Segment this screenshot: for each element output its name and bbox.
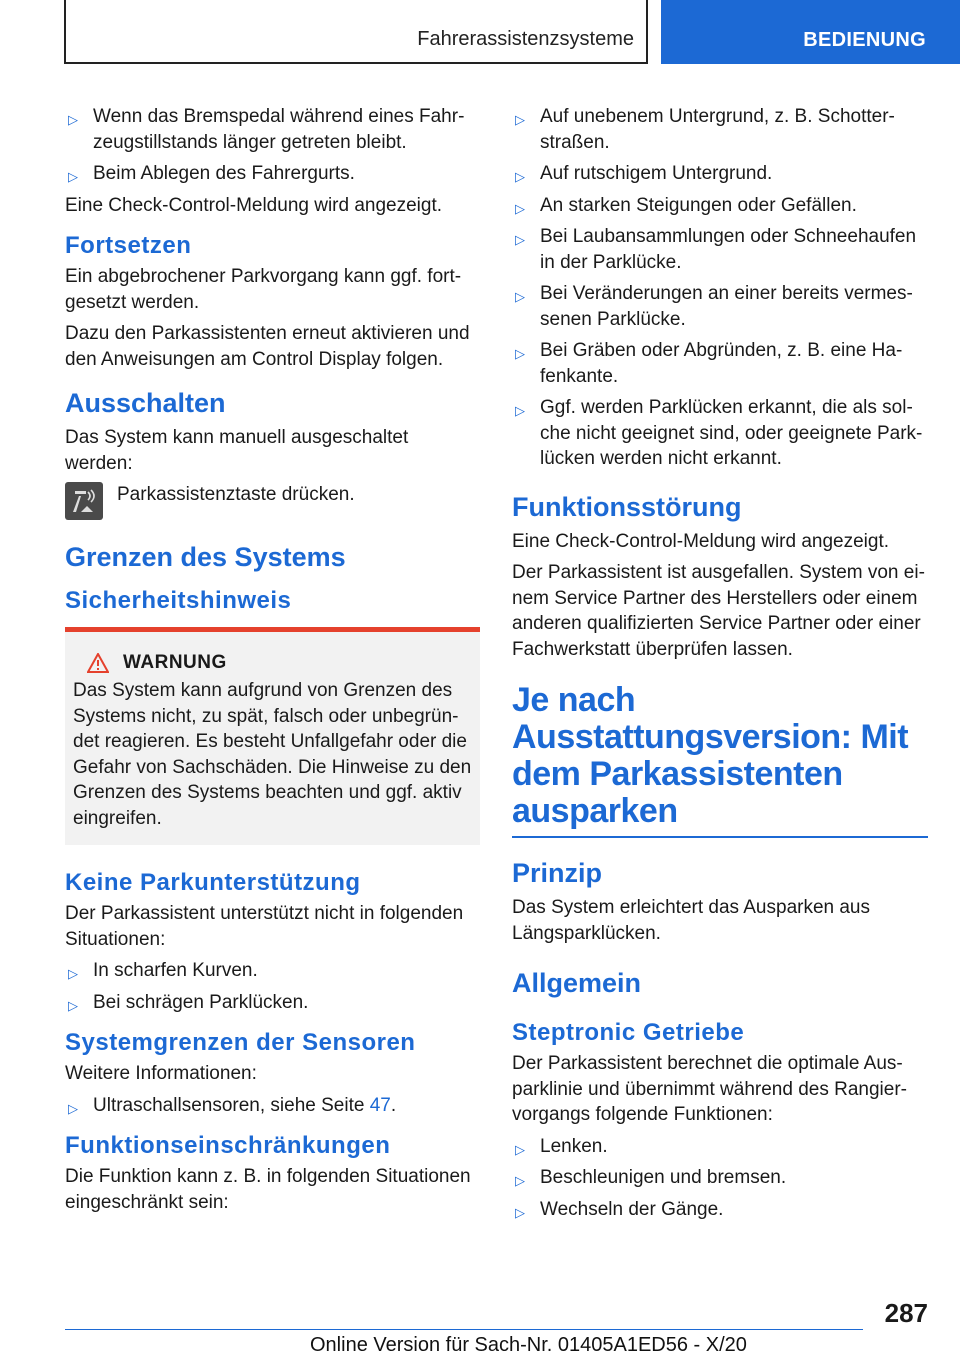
icon-instruction — [65, 482, 480, 520]
footer-online-version: Online Version für Sach-Nr. 01405A1ED56 - X/20 — [310, 1334, 747, 1356]
triangle-bullet-icon: ▷ — [68, 112, 78, 127]
list-item: ▷ Ggf. werden Parklücken erkannt, die als sol-che nicht geeignet sind, oder geeignete Park-lücken werden nicht erkannt. — [515, 397, 923, 469]
triangle-bullet-icon: ▷ — [515, 346, 525, 361]
paragraph: Der Parkassistent unterstützt nicht in folgenden Situationen: — [65, 903, 464, 950]
paragraph: Das System kann manuell ausgeschaltet werden: — [65, 427, 409, 474]
heading-fortsetzen: Fortsetzen — [65, 232, 192, 259]
heading-grenzen: Grenzen des Systems — [65, 542, 346, 572]
list-item: ▷ Wechseln der Gänge. — [512, 1197, 928, 1223]
triangle-bullet-icon: ▷ — [68, 997, 78, 1013]
warning-label: WARNUNG — [123, 652, 227, 673]
page-number: 287 — [884, 1298, 928, 1328]
paragraph: Dazu den Parkassistenten erneut aktivieren und den Anweisungen am Control Display folgen. — [65, 323, 470, 370]
heading-ausschalten: Ausschalten — [65, 388, 226, 418]
heading-funktionseinschraenkungen: Funktionseinschränkungen — [65, 1132, 391, 1159]
list-item: ▷ Bei schrägen Parklücken. — [65, 990, 480, 1016]
warning-header — [73, 652, 472, 674]
list-item: ▷ Ultraschallsensoren, siehe Seite 47. — [65, 1093, 480, 1119]
triangle-bullet-icon: ▷ — [68, 169, 78, 184]
heading-systemgrenzen-sensoren: Systemgrenzen der Sensoren — [65, 1029, 416, 1056]
list-item: ▷ Beschleunigen und bremsen. — [512, 1165, 928, 1191]
triangle-bullet-icon: ▷ — [515, 1204, 525, 1220]
warning-triangle-icon — [87, 653, 109, 673]
heading-keine-parkunterstuetzung: Keine Parkunterstützung — [65, 869, 361, 896]
paragraph: Das System erleichtert das Ausparken aus Längsparklücken. — [512, 897, 871, 944]
left-column — [65, 104, 480, 1221]
list-item: ▷ Bei Veränderungen an einer bereits vermes-senen Parklücke. — [515, 283, 913, 330]
triangle-bullet-icon: ▷ — [515, 1173, 525, 1188]
triangle-bullet-icon: ▷ — [515, 169, 525, 184]
heading-prinzip: Prinzip — [512, 858, 603, 888]
triangle-bullet-icon: ▷ — [515, 403, 525, 418]
warning-box — [65, 627, 480, 845]
bullet-list — [65, 1093, 480, 1119]
triangle-bullet-icon: ▷ — [68, 966, 78, 981]
bullet-list — [512, 104, 928, 472]
list-item: ▷ Wenn das Bremspedal während eines Fahr-zeugstillstands länger getreten bleibt. — [68, 106, 465, 153]
heading-funktionsstoerung: Funktionsstörung — [512, 491, 742, 522]
triangle-bullet-icon: ▷ — [68, 1100, 78, 1116]
list-item: ▷ Bei Gräben oder Abgründen, z. B. eine Ha-fenkante. — [515, 340, 903, 387]
chapter-label: BEDIENUNG — [803, 29, 926, 51]
heading-allgemein: Allgemein — [512, 968, 642, 998]
warning-text: Das System kann aufgrund von Grenzen des Systems nicht, zu spät, falsch oder unbegrün-det reagieren. Es besteht Unfallgefahr oder die Gefahr von Sachschäden. Die Hinweise zu den Grenzen des Systems beachten und ggf. aktiv eingreifen. — [73, 680, 472, 829]
list-item: ▷ Beim Ablegen des Fahrergurts. — [65, 161, 480, 187]
paragraph: Die Funktion kann z. B. in folgenden Situationen eingeschränkt sein: — [65, 1166, 471, 1213]
paragraph: Ein abgebrochener Parkvorgang kann ggf. fort-gesetzt werden. — [65, 266, 462, 313]
triangle-bullet-icon: ▷ — [515, 1141, 525, 1157]
triangle-bullet-icon: ▷ — [515, 232, 525, 247]
paragraph: Der Parkassistent berechnet die optimale Aus-parklinie und übernimmt während des Rangier-vorgangs folgende Funktionen: — [512, 1053, 907, 1125]
section-title: Fahrerassistenzsysteme — [417, 28, 634, 50]
list-item: ▷ An starken Steigungen oder Gefällen. — [512, 193, 928, 219]
park-assist-button-icon — [65, 482, 103, 520]
paragraph: Eine Check-Control-Meldung wird angezeigt. — [512, 530, 890, 552]
list-item: ▷ Bei Laubansammlungen oder Schneehaufen in der Parklücke. — [515, 226, 917, 273]
bullet-list — [65, 958, 480, 1015]
triangle-bullet-icon: ▷ — [515, 112, 525, 127]
heading-steptronic: Steptronic Getriebe — [512, 1019, 745, 1046]
paragraph: Weitere Informationen: — [65, 1063, 257, 1084]
footer-rule — [65, 1329, 863, 1330]
right-column — [512, 104, 928, 1228]
bullet-list — [65, 104, 480, 187]
page-link[interactable]: 47 — [369, 1094, 391, 1116]
heading-rule — [512, 836, 928, 838]
icon-text: Parkassistenztaste drücken. — [117, 484, 355, 505]
bullet-list — [512, 1134, 928, 1223]
chapter-tab — [661, 0, 960, 64]
triangle-bullet-icon: ▷ — [515, 200, 525, 216]
list-item: ▷ Auf rutschigem Untergrund. — [512, 161, 928, 187]
paragraph: Eine Check-Control-Meldung wird angezeigt. — [65, 194, 443, 216]
list-item: ▷ Auf unebenem Untergrund, z. B. Schotter-straßen. — [515, 106, 895, 153]
list-item: ▷ Lenken. — [512, 1134, 928, 1160]
heading-ausparken: Je nach Ausstattungsversion: Mit dem Parkassistenten ausparken — [512, 681, 909, 830]
paragraph: Der Parkassistent ist ausgefallen. System von ei-nem Service Partner des Herstellers oder einem anderen qualifizierten Service Partner oder einer Fachwerkstatt überprüfen lassen. — [512, 562, 925, 660]
list-item: ▷ In scharfen Kurven. — [65, 958, 480, 984]
heading-sicherheitshinweis: Sicherheitshinweis — [65, 587, 292, 614]
header-section-box — [64, 0, 648, 64]
triangle-bullet-icon: ▷ — [515, 289, 525, 304]
